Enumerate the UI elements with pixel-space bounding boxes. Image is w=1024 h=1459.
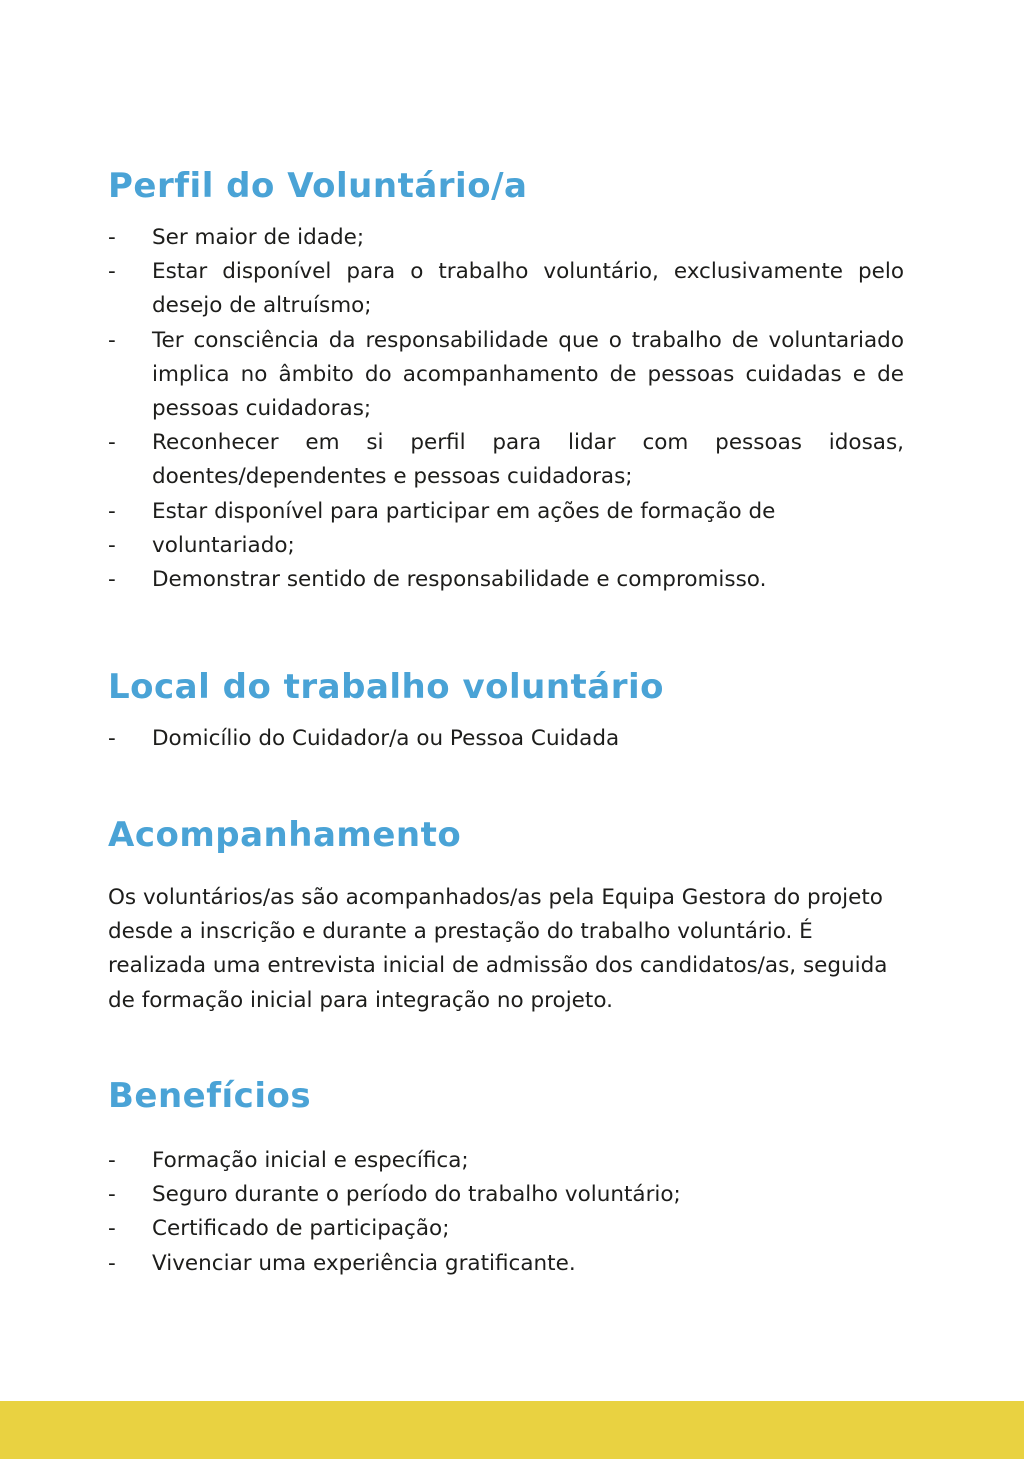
list-marker: - <box>108 1148 116 1173</box>
paragraph-acompanhamento: Os voluntários/as são acompanhados/as pela Equipa Gestora do projeto desde a inscrição e durante a prestação do trabalho voluntário. É realizada uma entrevista inicial de admissão dos candidatos/as, seguida de formação inicial para integração no projeto. <box>108 885 888 1013</box>
heading-perfil: Perfil do Voluntário/a <box>108 166 528 206</box>
list-item: - voluntariado; <box>108 529 904 563</box>
list-item: - Domicílio do Cuidador/a ou Pessoa Cuidada <box>108 722 904 756</box>
list-item: - Estar disponível para o trabalho voluntário, exclusivamente pelo desejo de altruísmo; <box>108 255 904 323</box>
list-item: - Formação inicial e específica; <box>108 1144 904 1178</box>
heading-beneficios: Benefícios <box>108 1076 312 1116</box>
list-marker: - <box>108 259 116 285</box>
heading-local: Local do trabalho voluntário <box>108 667 665 707</box>
list-item: - Ser maior de idade; <box>108 221 904 255</box>
list-item: - Estar disponível para participar em ações de formação de <box>108 495 904 529</box>
list-perfil <box>108 221 904 597</box>
list-item: - Reconhecer em si perfil para lidar com pessoas idosas, doentes/dependentes e pessoas cuidadoras; <box>108 426 904 494</box>
list-marker: - <box>108 498 116 524</box>
list-marker: - <box>108 567 116 593</box>
list-marker: - <box>108 430 116 456</box>
list-marker: - <box>108 726 116 751</box>
list-local <box>108 722 904 756</box>
list-item: - Certificado de participação; <box>108 1212 904 1246</box>
footer-bar <box>0 1401 1024 1459</box>
list-beneficios <box>108 1144 904 1281</box>
list-marker: - <box>108 327 116 353</box>
list-item: - Ter consciência da responsabilidade que o trabalho de voluntariado implica no âmbito do acompanhamento de pessoas cuidadas e de pessoas cuidadoras; <box>108 324 904 427</box>
list-item: - Demonstrar sentido de responsabilidade e compromisso. <box>108 563 904 597</box>
list-item: - Seguro durante o período do trabalho voluntário; <box>108 1178 904 1212</box>
list-marker: - <box>108 1182 116 1208</box>
list-marker: - <box>108 1216 116 1242</box>
list-item: - Vivenciar uma experiência gratificante. <box>108 1247 904 1281</box>
list-marker: - <box>108 225 116 250</box>
list-marker: - <box>108 1250 116 1276</box>
list-marker: - <box>108 532 116 558</box>
heading-acompanhamento: Acompanhamento <box>108 815 462 855</box>
